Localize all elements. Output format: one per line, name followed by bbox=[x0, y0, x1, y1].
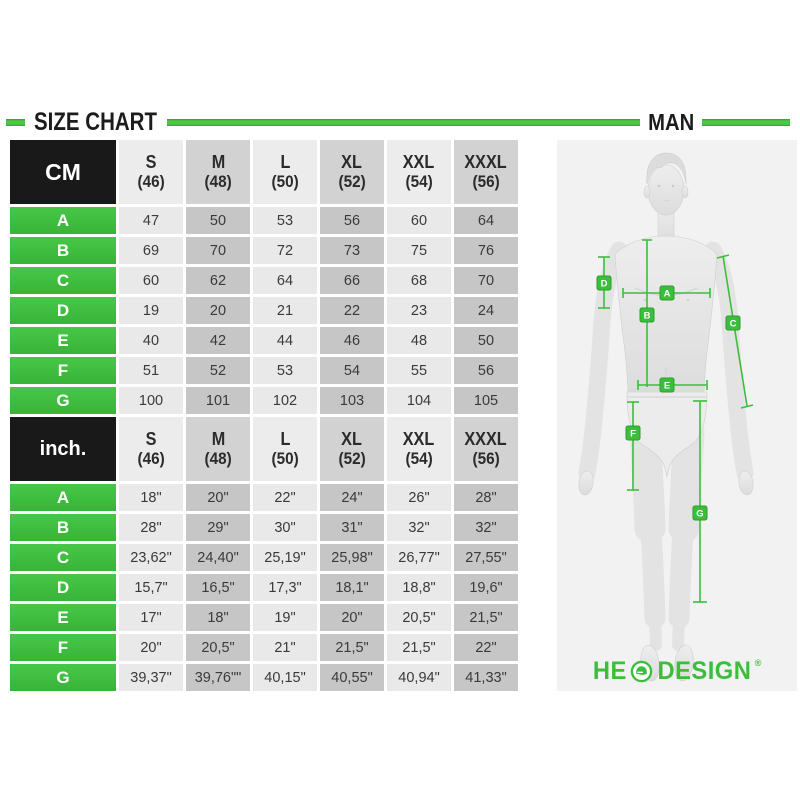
cell-inch-f-m: 20,5" bbox=[186, 634, 250, 661]
size-header-xl bbox=[320, 417, 384, 481]
cell-inch-e-xl: 20" bbox=[320, 604, 384, 631]
row-label-inch-e: E bbox=[10, 604, 116, 631]
cell-inch-c-l: 25,19" bbox=[253, 544, 317, 571]
size-header-s bbox=[119, 417, 183, 481]
marker-letter: D bbox=[600, 278, 608, 290]
logo-text-suffix: DESIGN bbox=[657, 657, 752, 685]
measure-marker-b bbox=[640, 308, 654, 322]
cell-cm-f-m: 52 bbox=[186, 357, 250, 384]
size-name: XXXL bbox=[464, 429, 508, 450]
size-table bbox=[10, 140, 518, 691]
cell-inch-e-xxl: 20,5" bbox=[387, 604, 451, 631]
cell-inch-c-s: 23,62" bbox=[119, 544, 183, 571]
size-number: (50) bbox=[271, 448, 299, 468]
cell-cm-f-xxxl: 56 bbox=[454, 357, 518, 384]
measure-marker-e bbox=[660, 378, 674, 392]
row-label-inch-d: D bbox=[10, 574, 116, 601]
title-divider bbox=[167, 119, 640, 126]
cell-inch-d-xxxl: 19,6" bbox=[454, 574, 518, 601]
cell-inch-e-m: 18" bbox=[186, 604, 250, 631]
cell-cm-b-xl: 73 bbox=[320, 237, 384, 264]
cell-inch-d-xxl: 18,8" bbox=[387, 574, 451, 601]
size-name: XXL bbox=[403, 152, 435, 173]
cell-cm-d-xxxl: 24 bbox=[454, 297, 518, 324]
registered-mark: ® bbox=[754, 658, 762, 668]
brand-logo bbox=[557, 657, 797, 686]
cell-inch-b-xxxl: 32" bbox=[454, 514, 518, 541]
cell-cm-d-m: 20 bbox=[186, 297, 250, 324]
row-label-cm-c: C bbox=[10, 267, 116, 294]
size-header-l bbox=[253, 417, 317, 481]
cell-cm-b-l: 72 bbox=[253, 237, 317, 264]
gender-label: MAN bbox=[647, 108, 694, 135]
measure-marker-d bbox=[597, 276, 611, 290]
cell-cm-a-xxl: 60 bbox=[387, 207, 451, 234]
cell-cm-e-xxxl: 50 bbox=[454, 327, 518, 354]
size-name: M bbox=[211, 152, 225, 173]
cell-cm-c-xxxl: 70 bbox=[454, 267, 518, 294]
size-number: (46) bbox=[137, 448, 165, 468]
size-number: (56) bbox=[472, 171, 500, 191]
cell-cm-f-l: 53 bbox=[253, 357, 317, 384]
cell-cm-e-s: 40 bbox=[119, 327, 183, 354]
row-label-inch-c: C bbox=[10, 544, 116, 571]
cell-inch-b-l: 30" bbox=[253, 514, 317, 541]
logo-emblem-icon bbox=[630, 660, 653, 683]
unit-label-inch: inch. bbox=[10, 417, 116, 481]
cell-cm-c-s: 60 bbox=[119, 267, 183, 294]
cell-cm-e-m: 42 bbox=[186, 327, 250, 354]
cell-inch-b-m: 29" bbox=[186, 514, 250, 541]
marker-letter: B bbox=[643, 310, 651, 322]
measure-marker-f bbox=[626, 426, 640, 440]
size-header-m bbox=[186, 417, 250, 481]
size-number: (48) bbox=[204, 448, 232, 468]
cell-inch-b-xl: 31" bbox=[320, 514, 384, 541]
row-label-inch-g: G bbox=[10, 664, 116, 691]
figure-panel bbox=[557, 140, 797, 691]
size-name: XL bbox=[341, 429, 363, 450]
cell-inch-c-m: 24,40" bbox=[186, 544, 250, 571]
cell-inch-f-l: 21" bbox=[253, 634, 317, 661]
title-divider-right bbox=[702, 119, 790, 126]
cell-inch-e-l: 19" bbox=[253, 604, 317, 631]
size-name: XL bbox=[341, 152, 363, 173]
size-name: L bbox=[280, 429, 290, 450]
row-label-cm-e: E bbox=[10, 327, 116, 354]
man-eye-left bbox=[658, 185, 661, 188]
cell-inch-a-xl: 24" bbox=[320, 484, 384, 511]
cell-cm-d-xxl: 23 bbox=[387, 297, 451, 324]
size-number: (54) bbox=[405, 448, 433, 468]
size-name: S bbox=[145, 152, 157, 173]
man-eye-right bbox=[672, 185, 675, 188]
cell-inch-d-l: 17,3" bbox=[253, 574, 317, 601]
cell-inch-a-l: 22" bbox=[253, 484, 317, 511]
man-figure bbox=[577, 153, 754, 682]
cell-inch-a-xxxl: 28" bbox=[454, 484, 518, 511]
cell-inch-a-xxl: 26" bbox=[387, 484, 451, 511]
marker-letter: F bbox=[630, 428, 636, 440]
cell-cm-d-l: 21 bbox=[253, 297, 317, 324]
man-ankle-left bbox=[678, 618, 679, 645]
row-label-cm-d: D bbox=[10, 297, 116, 324]
cell-inch-g-xxl: 40,94" bbox=[387, 664, 451, 691]
size-header-m bbox=[186, 140, 250, 204]
size-header-xxl bbox=[387, 417, 451, 481]
cell-cm-g-xl: 103 bbox=[320, 387, 384, 414]
size-number: (50) bbox=[271, 171, 299, 191]
cell-inch-g-xl: 40,55" bbox=[320, 664, 384, 691]
cell-cm-f-s: 51 bbox=[119, 357, 183, 384]
title-dash bbox=[6, 119, 25, 126]
page-title: SIZE CHART bbox=[34, 107, 157, 136]
cell-inch-g-l: 40,15" bbox=[253, 664, 317, 691]
size-number: (52) bbox=[338, 448, 366, 468]
size-name: S bbox=[145, 429, 157, 450]
marker-letter: C bbox=[729, 318, 737, 330]
cell-cm-d-s: 19 bbox=[119, 297, 183, 324]
size-header-xxl bbox=[387, 140, 451, 204]
cell-cm-g-s: 100 bbox=[119, 387, 183, 414]
cell-cm-a-m: 50 bbox=[186, 207, 250, 234]
man-chest-dot-left bbox=[644, 299, 647, 302]
cell-cm-a-s: 47 bbox=[119, 207, 183, 234]
cell-cm-b-xxxl: 76 bbox=[454, 237, 518, 264]
size-header-xxxl bbox=[454, 417, 518, 481]
cell-inch-e-s: 17" bbox=[119, 604, 183, 631]
size-header-l bbox=[253, 140, 317, 204]
size-name: XXL bbox=[403, 429, 435, 450]
size-number: (56) bbox=[472, 448, 500, 468]
cell-inch-a-s: 18" bbox=[119, 484, 183, 511]
cell-cm-g-xxxl: 105 bbox=[454, 387, 518, 414]
cell-inch-c-xl: 25,98" bbox=[320, 544, 384, 571]
size-number: (46) bbox=[137, 171, 165, 191]
row-label-cm-b: B bbox=[10, 237, 116, 264]
size-header-xxxl bbox=[454, 140, 518, 204]
cell-cm-d-xl: 22 bbox=[320, 297, 384, 324]
cell-inch-d-s: 15,7" bbox=[119, 574, 183, 601]
unit-label-cm: CM bbox=[10, 140, 116, 204]
row-label-cm-g: G bbox=[10, 387, 116, 414]
cell-cm-a-xxxl: 64 bbox=[454, 207, 518, 234]
cell-inch-f-s: 20" bbox=[119, 634, 183, 661]
cell-cm-a-l: 53 bbox=[253, 207, 317, 234]
man-chest-dot-right bbox=[687, 299, 690, 302]
man-ear-left bbox=[644, 186, 650, 198]
cell-cm-b-m: 70 bbox=[186, 237, 250, 264]
cell-inch-d-xl: 18,1" bbox=[320, 574, 384, 601]
size-number: (52) bbox=[338, 171, 366, 191]
cell-inch-a-m: 20" bbox=[186, 484, 250, 511]
man-ankle-right bbox=[655, 618, 656, 645]
marker-letter: E bbox=[663, 380, 671, 392]
marker-letter: G bbox=[696, 508, 704, 520]
cell-inch-f-xl: 21,5" bbox=[320, 634, 384, 661]
size-number: (48) bbox=[204, 171, 232, 191]
row-label-inch-b: B bbox=[10, 514, 116, 541]
man-head bbox=[648, 165, 684, 215]
cell-cm-c-l: 64 bbox=[253, 267, 317, 294]
titlebar bbox=[6, 107, 790, 137]
size-name: XXXL bbox=[464, 152, 508, 173]
cell-inch-b-s: 28" bbox=[119, 514, 183, 541]
cell-cm-f-xxl: 55 bbox=[387, 357, 451, 384]
cell-inch-g-xxxl: 41,33" bbox=[454, 664, 518, 691]
cell-cm-c-xxl: 68 bbox=[387, 267, 451, 294]
measure-marker-a bbox=[660, 286, 674, 300]
size-header-xl bbox=[320, 140, 384, 204]
cell-cm-c-xl: 66 bbox=[320, 267, 384, 294]
man-ear-right bbox=[682, 186, 688, 198]
cell-cm-f-xl: 54 bbox=[320, 357, 384, 384]
cell-cm-a-xl: 56 bbox=[320, 207, 384, 234]
cell-cm-b-xxl: 75 bbox=[387, 237, 451, 264]
row-label-inch-a: A bbox=[10, 484, 116, 511]
cell-inch-e-xxxl: 21,5" bbox=[454, 604, 518, 631]
size-name: M bbox=[211, 429, 225, 450]
measure-marker-c bbox=[726, 316, 740, 330]
cell-inch-b-xxl: 32" bbox=[387, 514, 451, 541]
cell-inch-f-xxl: 21,5" bbox=[387, 634, 451, 661]
cell-cm-c-m: 62 bbox=[186, 267, 250, 294]
measure-marker-g bbox=[693, 506, 707, 520]
cell-cm-e-xl: 46 bbox=[320, 327, 384, 354]
man-calf-left bbox=[679, 530, 683, 618]
cell-cm-g-xxl: 104 bbox=[387, 387, 451, 414]
row-label-inch-f: F bbox=[10, 634, 116, 661]
man-figure-svg bbox=[557, 140, 797, 691]
cell-inch-g-m: 39,76"" bbox=[186, 664, 250, 691]
cell-cm-b-s: 69 bbox=[119, 237, 183, 264]
cell-inch-g-s: 39,37" bbox=[119, 664, 183, 691]
row-label-cm-a: A bbox=[10, 207, 116, 234]
cell-cm-e-l: 44 bbox=[253, 327, 317, 354]
logo-text-prefix: HE bbox=[593, 657, 627, 685]
cell-inch-f-xxxl: 22" bbox=[454, 634, 518, 661]
cell-cm-g-m: 101 bbox=[186, 387, 250, 414]
size-name: L bbox=[280, 152, 290, 173]
cell-cm-g-l: 102 bbox=[253, 387, 317, 414]
man-calf-right bbox=[651, 530, 655, 618]
cell-cm-e-xxl: 48 bbox=[387, 327, 451, 354]
size-header-s bbox=[119, 140, 183, 204]
cell-inch-c-xxl: 26,77" bbox=[387, 544, 451, 571]
cell-inch-d-m: 16,5" bbox=[186, 574, 250, 601]
marker-letter: A bbox=[663, 288, 671, 300]
row-label-cm-f: F bbox=[10, 357, 116, 384]
size-number: (54) bbox=[405, 171, 433, 191]
cell-inch-c-xxxl: 27,55" bbox=[454, 544, 518, 571]
